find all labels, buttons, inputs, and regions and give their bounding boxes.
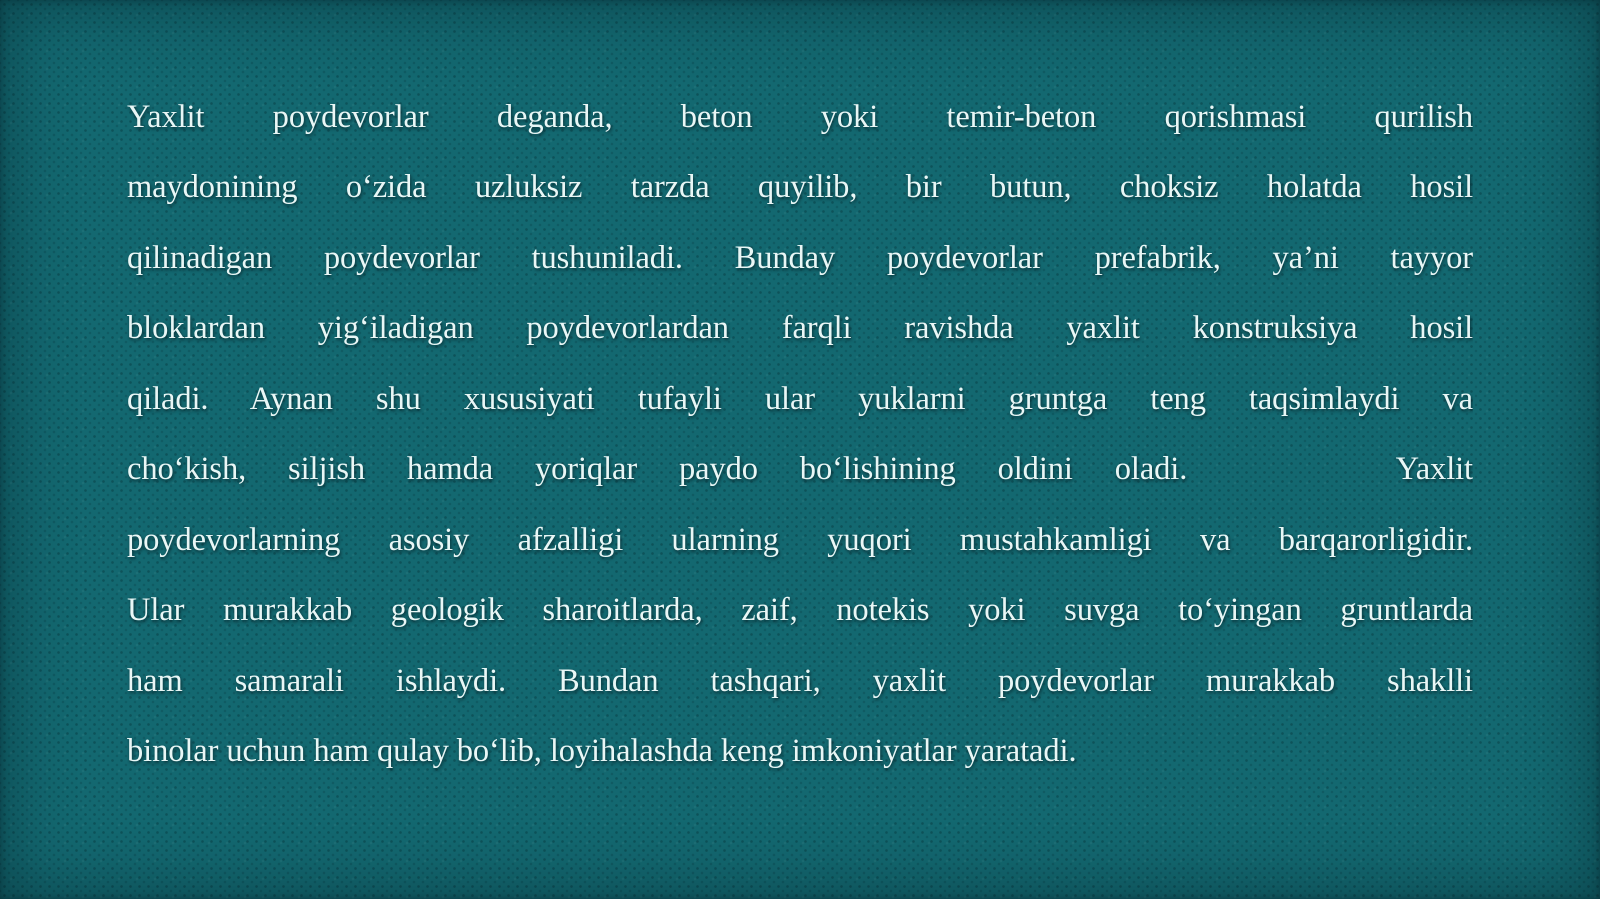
text-line: bloklardan yigʻiladigan poydevorlardan farqli ravishda yaxlit konstruksiya hosil (127, 310, 1473, 347)
text-line: choʻkish, siljish hamda yoriqlar paydo boʻlishining oldini oladi. Yaxlit (127, 451, 1473, 488)
text-line: qiladi. Aynan shu xususiyati tufayli ular yuklarni gruntga teng taqsimlaydi va (127, 380, 1473, 417)
text-line: qilinadigan poydevorlar tushuniladi. Bunday poydevorlar prefabrik, ya’ni tayyor (127, 239, 1473, 276)
text-line: ham samarali ishlaydi. Bundan tashqari, yaxlit poydevorlar murakkab shaklli (127, 662, 1473, 699)
text-line: maydonining oʻzida uzluksiz tarzda quyilib, bir butun, choksiz holatda hosil (127, 169, 1473, 206)
text-line: Ular murakkab geologik sharoitlarda, zaif, notekis yoki suvga toʻyingan gruntlarda (127, 592, 1473, 629)
text-line: poydevorlarning asosiy afzalligi ularning yuqori mustahkamligi va barqarorligidir. (127, 521, 1473, 558)
text-line: binolar uchun ham qulay boʻlib, loyihalashda keng imkoniyatlar yaratadi. (127, 732, 1077, 769)
text-line: Yaxlit poydevorlar deganda, beton yoki temir-beton qorishmasi qurilish (127, 99, 1473, 135)
paragraph (127, 82, 1473, 786)
